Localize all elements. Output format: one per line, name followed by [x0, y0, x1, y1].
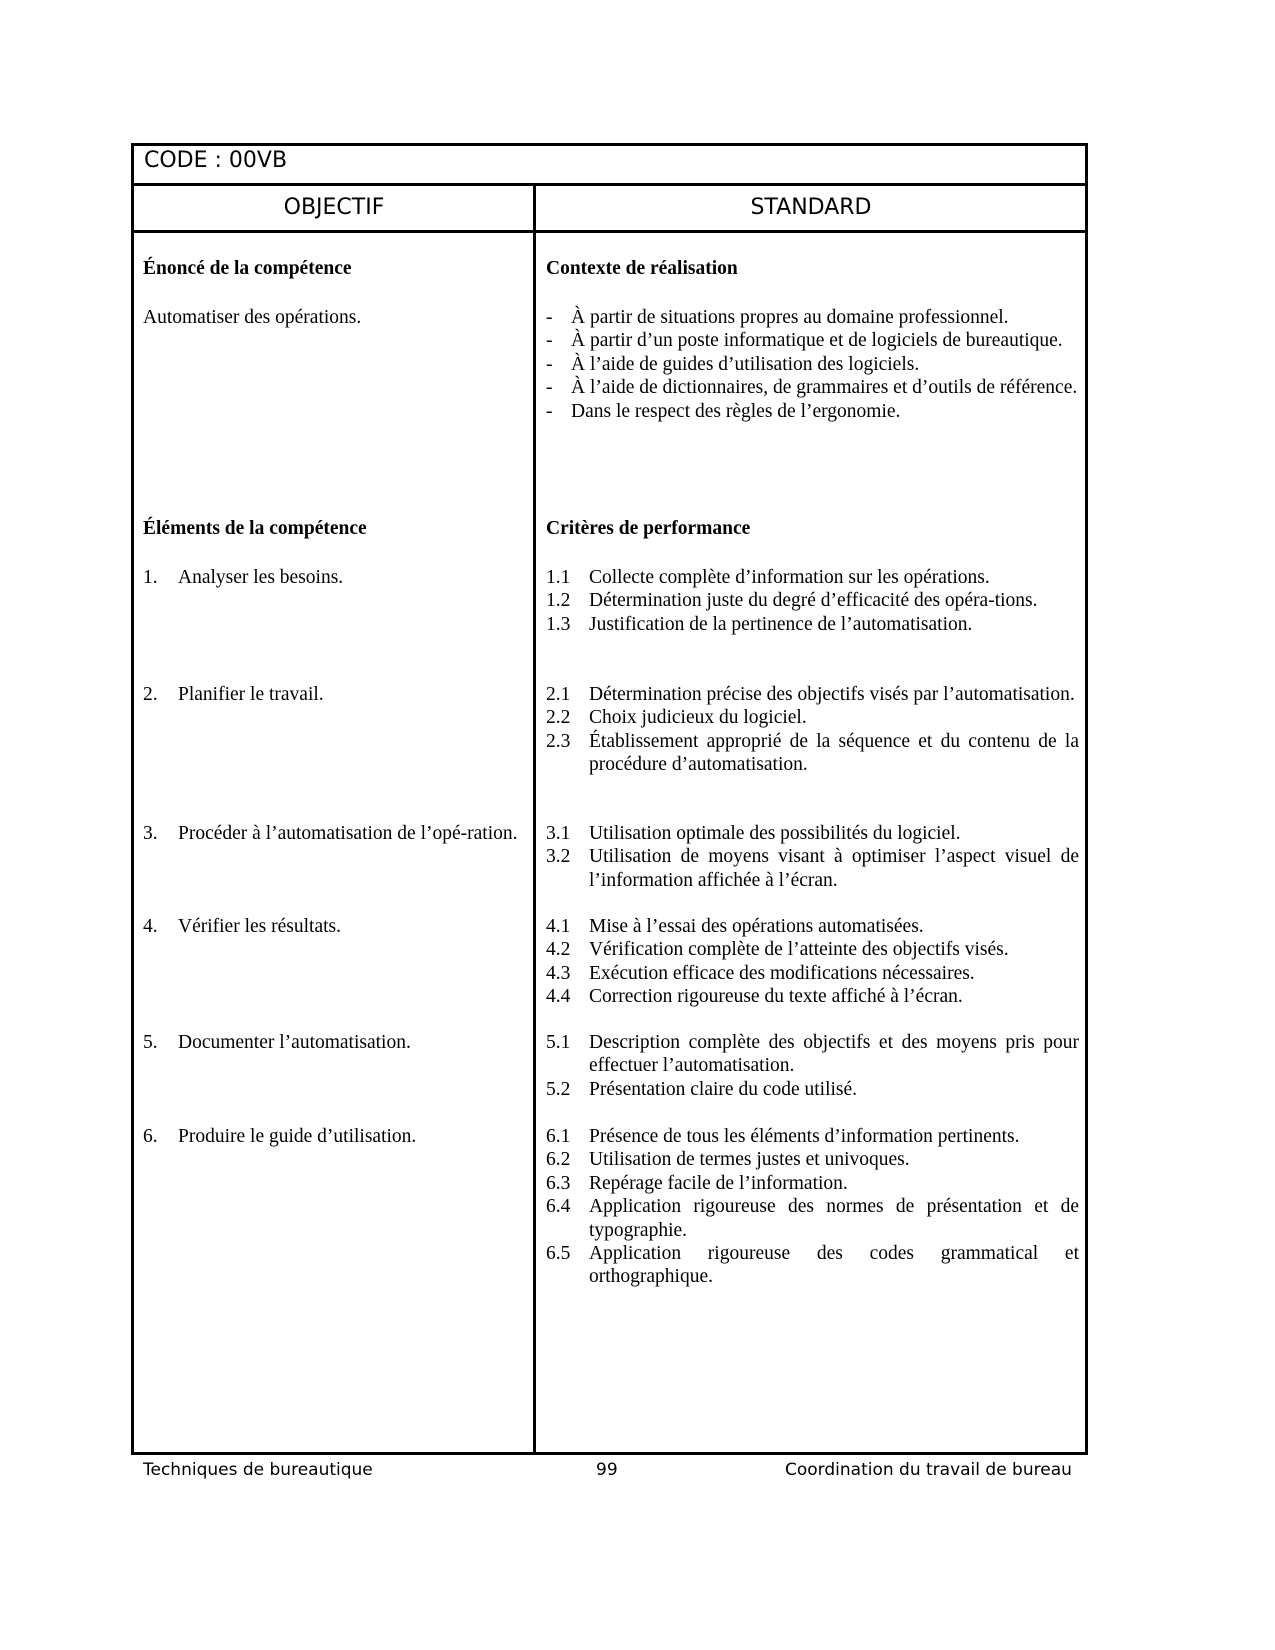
enonce-text: Automatiser des opérations. — [143, 307, 362, 328]
criterion — [546, 822, 1079, 845]
criterion — [546, 613, 1079, 636]
contexte-heading: Contexte de réalisation — [546, 258, 738, 279]
criterion-text: Choix judicieux du logiciel. — [589, 707, 807, 729]
code-label: CODE : 00VB — [144, 148, 288, 173]
criterion-number: 6.2 — [546, 1149, 571, 1171]
criterion — [546, 1125, 1079, 1148]
list-item-text: À l’aide de guides d’utilisation des logiciels. — [571, 353, 920, 375]
criterion-text: Vérification complète de l’atteinte des objectifs visés. — [589, 939, 1009, 961]
competence-element — [143, 683, 523, 706]
criterion — [546, 589, 1079, 612]
element-number: 3. — [143, 823, 158, 844]
element-text: Analyser les besoins. — [178, 567, 344, 588]
list-item — [546, 329, 1079, 352]
element-number: 4. — [143, 916, 158, 937]
criterion — [546, 1242, 1079, 1289]
criterion-number: 4.2 — [546, 939, 571, 961]
criteria-group — [546, 1125, 1079, 1289]
bullet: - — [546, 400, 553, 422]
bullet: - — [546, 377, 553, 399]
criterion-number: 3.2 — [546, 846, 571, 868]
criterion-text: Mise à l’essai des opérations automatisées. — [589, 916, 924, 937]
divider — [131, 183, 1088, 186]
criterion-number: 1.3 — [546, 613, 571, 635]
criterion-number: 2.3 — [546, 730, 571, 752]
criterion — [546, 1172, 1079, 1195]
criterion-number: 2.2 — [546, 707, 571, 729]
criterion-number: 6.3 — [546, 1172, 571, 1194]
criterion — [546, 730, 1079, 777]
criterion-text: Utilisation de moyens visant à optimiser l’aspect visuel de l’information affichée à l’écran. — [589, 846, 1079, 891]
criterion-text: Collecte complète d’information sur les opérations. — [589, 567, 990, 588]
competence-element — [143, 566, 523, 589]
criterion — [546, 985, 1079, 1008]
list-item-text: À partir d’un poste informatique et de logiciels de bureautique. — [571, 330, 1063, 352]
criteria-group — [546, 915, 1079, 1009]
element-text: Vérifier les résultats. — [178, 916, 341, 937]
bullet: - — [546, 330, 553, 352]
element-number: 1. — [143, 567, 158, 588]
list-item — [546, 400, 1079, 423]
criterion-number: 5.1 — [546, 1032, 571, 1053]
criterion-text: Application rigoureuse des normes de présentation et de typographie. — [589, 1196, 1079, 1241]
criterion-number: 5.2 — [546, 1078, 571, 1100]
criterion — [546, 683, 1079, 706]
bullet: - — [546, 353, 553, 375]
criterion — [546, 845, 1079, 892]
footer-program: Techniques de bureautique — [143, 1460, 373, 1480]
list-item-text: À l’aide de dictionnaires, de grammaires et d’outils de référence. — [571, 377, 1078, 399]
criterion — [546, 1031, 1079, 1078]
criterion-text: Justification de la pertinence de l’automatisation. — [589, 613, 973, 635]
criterion-text: Détermination juste du degré d’efficacité des opéra-tions. — [589, 590, 1038, 612]
element-number: 2. — [143, 684, 158, 705]
criterion-number: 6.5 — [546, 1243, 571, 1265]
element-text: Documenter l’automatisation. — [178, 1032, 411, 1053]
criterion-text: Utilisation de termes justes et univoques. — [589, 1149, 910, 1171]
element-text: Planifier le travail. — [178, 684, 324, 705]
criterion-number: 1.1 — [546, 567, 571, 588]
element-text: Procéder à l’automatisation de l’opé-ration. — [178, 823, 518, 844]
element-number: 6. — [143, 1126, 158, 1147]
column-header-standard: STANDARD — [750, 195, 872, 220]
criterion — [546, 1148, 1079, 1171]
enonce-heading: Énoncé de la compétence — [143, 258, 352, 279]
criterion-text: Établissement approprié de la séquence et du contenu de la procédure d’automatisation. — [589, 730, 1079, 776]
criterion-number: 6.4 — [546, 1196, 571, 1218]
criterion-text: Présence de tous les éléments d’information pertinents. — [589, 1126, 1020, 1147]
criteria-group — [546, 566, 1079, 636]
column-header-objectif: OBJECTIF — [283, 195, 385, 220]
element-number: 5. — [143, 1032, 158, 1053]
criterion — [546, 962, 1079, 985]
criterion-number: 4.1 — [546, 916, 571, 937]
criterion-text: Description complète des objectifs et des moyens pris pour effectuer l’automatisation. — [589, 1032, 1079, 1077]
criteres-heading: Critères de performance — [546, 518, 751, 539]
criterion-number: 1.2 — [546, 590, 571, 612]
list-item — [546, 306, 1079, 329]
criterion-text: Utilisation optimale des possibilités du logiciel. — [589, 823, 961, 844]
criterion — [546, 706, 1079, 729]
list-item-text: À partir de situations propres au domaine professionnel. — [571, 307, 1009, 328]
criterion-text: Application rigoureuse des codes grammatical et orthographique. — [589, 1243, 1079, 1288]
criteria-group — [546, 822, 1079, 892]
element-text: Produire le guide d’utilisation. — [178, 1126, 417, 1147]
criteria-group — [546, 683, 1079, 777]
divider — [131, 230, 1088, 233]
criterion-text: Exécution efficace des modifications nécessaires. — [589, 962, 975, 984]
competence-element — [143, 1125, 523, 1148]
criterion — [546, 915, 1079, 938]
footer-title: Coordination du travail de bureau — [785, 1460, 1072, 1480]
competence-element — [143, 822, 523, 845]
criterion-number: 4.3 — [546, 962, 571, 984]
criterion-text: Détermination précise des objectifs visés par l’automatisation. — [589, 684, 1075, 705]
column-divider — [533, 185, 536, 1455]
criterion-text: Correction rigoureuse du texte affiché à l’écran. — [589, 986, 963, 1008]
criterion-number: 2.1 — [546, 684, 571, 705]
list-item — [546, 376, 1079, 399]
criterion-number: 3.1 — [546, 823, 571, 844]
criterion — [546, 1078, 1079, 1101]
list-item-text: Dans le respect des règles de l’ergonomie. — [571, 400, 901, 422]
contexte-list — [546, 306, 1079, 423]
competence-element — [143, 1031, 523, 1054]
bullet: - — [546, 307, 553, 328]
criterion — [546, 1195, 1079, 1242]
criterion-number: 6.1 — [546, 1126, 571, 1147]
page-number: 99 — [596, 1460, 618, 1480]
criterion — [546, 938, 1079, 961]
elements-heading: Éléments de la compétence — [143, 518, 367, 539]
criteria-group — [546, 1031, 1079, 1101]
list-item — [546, 353, 1079, 376]
criterion — [546, 566, 1079, 589]
criterion-text: Présentation claire du code utilisé. — [589, 1078, 858, 1100]
criterion-text: Repérage facile de l’information. — [589, 1172, 848, 1194]
criterion-number: 4.4 — [546, 986, 571, 1008]
competence-element — [143, 915, 523, 938]
